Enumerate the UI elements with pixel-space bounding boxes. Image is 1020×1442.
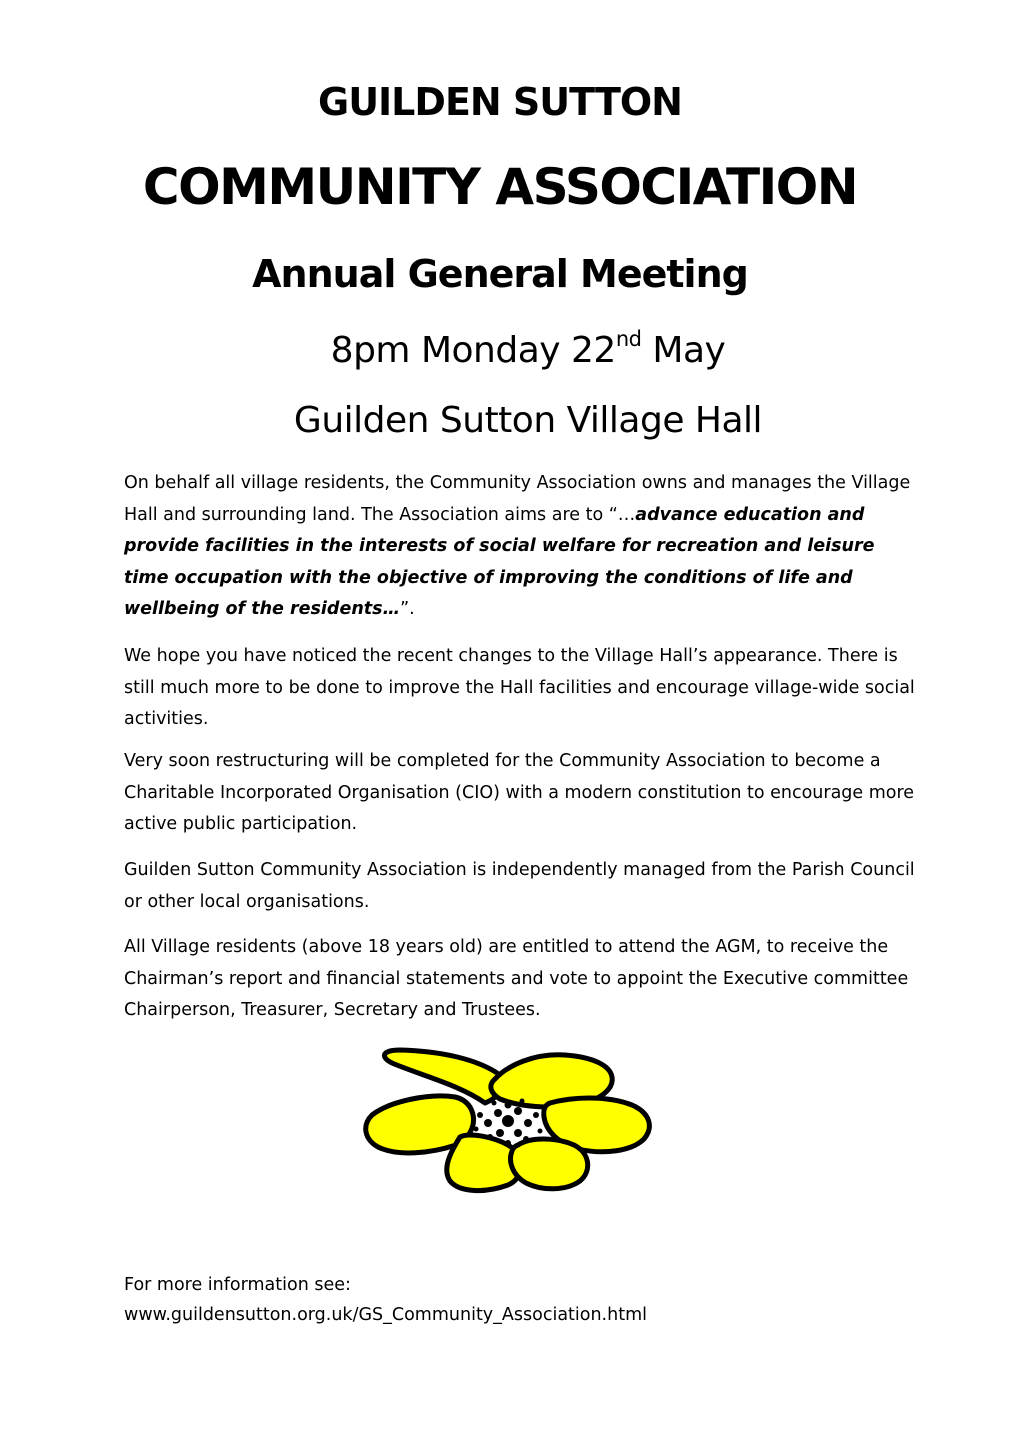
paragraph-intro-text: On behalf all village residents, the Community Association owns and manages the Village Hall and surrounding land. The Association aims are to “… — [124, 473, 911, 525]
meeting-datetime — [18, 327, 1020, 371]
paragraph-independence: Guilden Sutton Community Association is independently managed from the Parish Council or other local organisations. — [124, 860, 915, 912]
paragraph-intro-end: ”. — [400, 599, 415, 619]
buttercup-flower-icon — [360, 1045, 656, 1195]
meeting-month: May — [641, 330, 726, 371]
title-annual-general-meeting: Annual General Meeting — [252, 252, 748, 296]
paragraph-eligibility: All Village residents (above 18 years old) are entitled to attend the AGM, to receive the Chairman’s report and financial statements and vote to appoint the Executive committee Chairperson, Treasurer, Secretary and Trustees. — [124, 937, 909, 1020]
paragraph-changes: We hope you have noticed the recent changes to the Village Hall’s appearance. There is still much more to be done to improve the Hall facilities and encourage village-wide social activities. — [124, 646, 915, 729]
title-guilden-sutton: GUILDEN SUTTON — [318, 80, 682, 124]
petal-bottom-right — [511, 1139, 588, 1189]
meeting-venue: Guilden Sutton Village Hall — [293, 400, 763, 441]
meeting-day-suffix: nd — [615, 327, 642, 351]
paragraph-intro-quote: advance education and provide facilities in the interests of social welfare for recreation and leisure time occupation with the objective of improving the conditions of life and wellbeing of the residents… — [124, 504, 875, 619]
paragraph-restructuring: Very soon restructuring will be completed for the Community Association to become a Charitable Incorporated Organisation (CIO) with a modern constitution to encourage more active public participation. — [124, 751, 915, 834]
footer-more-info: For more information see: — [124, 1275, 351, 1295]
paragraph-intro — [124, 468, 924, 626]
meeting-time-day: 8pm Monday 22 — [330, 330, 616, 371]
footer-url-link[interactable]: www.guildensutton.org.uk/GS_Community_Association.html — [124, 1305, 647, 1325]
title-community-association: COMMUNITY ASSOCIATION — [142, 158, 858, 216]
